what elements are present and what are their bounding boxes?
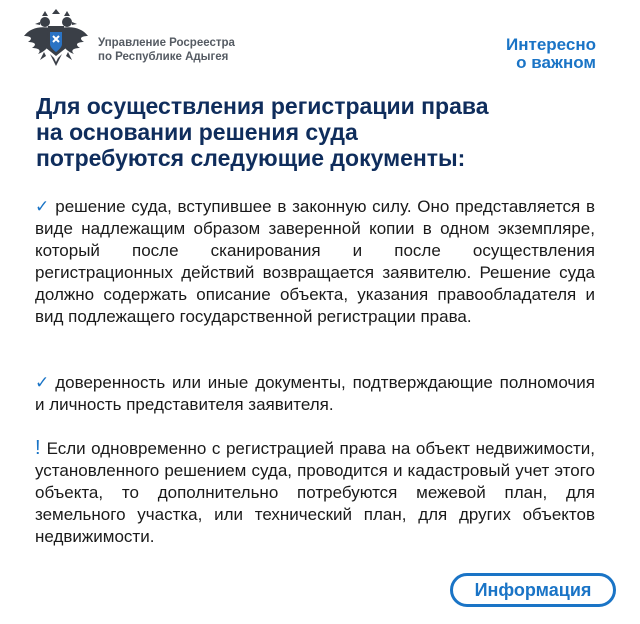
eagle-emblem-icon xyxy=(22,8,90,76)
tagline xyxy=(506,36,596,72)
tagline-line2: о важном xyxy=(516,53,596,72)
organization-name xyxy=(98,36,235,64)
information-button[interactable]: Информация xyxy=(450,573,616,607)
item-text: доверенность или иные документы, подтверждающие полномочия и личность представителя заявителя. xyxy=(35,373,595,414)
item-text: решение суда, вступившее в законную силу. Оно представляется в виде надлежащим образом заверенной копии в одном экземпляре, который после сканирования и после осуществления регистрационных действий возвращается заявителю. Решение суда должно содержать описание объекта, указания правообладателя и вид подлежащего государственной регистрации права. xyxy=(35,197,595,326)
organization-name-line1: Управление Росреестра xyxy=(98,37,235,49)
check-mark-icon: ✓ xyxy=(35,373,50,392)
exclamation-icon: ! xyxy=(35,437,41,459)
document-item-power-of-attorney xyxy=(35,372,595,416)
tagline-line1: Интересно xyxy=(506,35,596,54)
document-item-court-decision xyxy=(35,196,595,328)
page-title xyxy=(36,93,596,171)
document-item-cadastral-note xyxy=(35,438,595,548)
title-line2: на основании решения суда xyxy=(36,119,358,145)
organization-name-line2: по Республике Адыгея xyxy=(98,51,229,63)
item-text: Если одновременно с регистрацией права на объект недвижимости, установленного решением суда, проводится и кадастровый учет этого объекта, то дополнительно потребуются межевой план, для земельного участка, или технический план, для других объектов недвижимости. xyxy=(35,439,595,546)
title-line3: потребуются следующие документы: xyxy=(36,145,466,171)
title-line1: Для осуществления регистрации права xyxy=(36,93,489,119)
check-mark-icon: ✓ xyxy=(35,197,50,216)
